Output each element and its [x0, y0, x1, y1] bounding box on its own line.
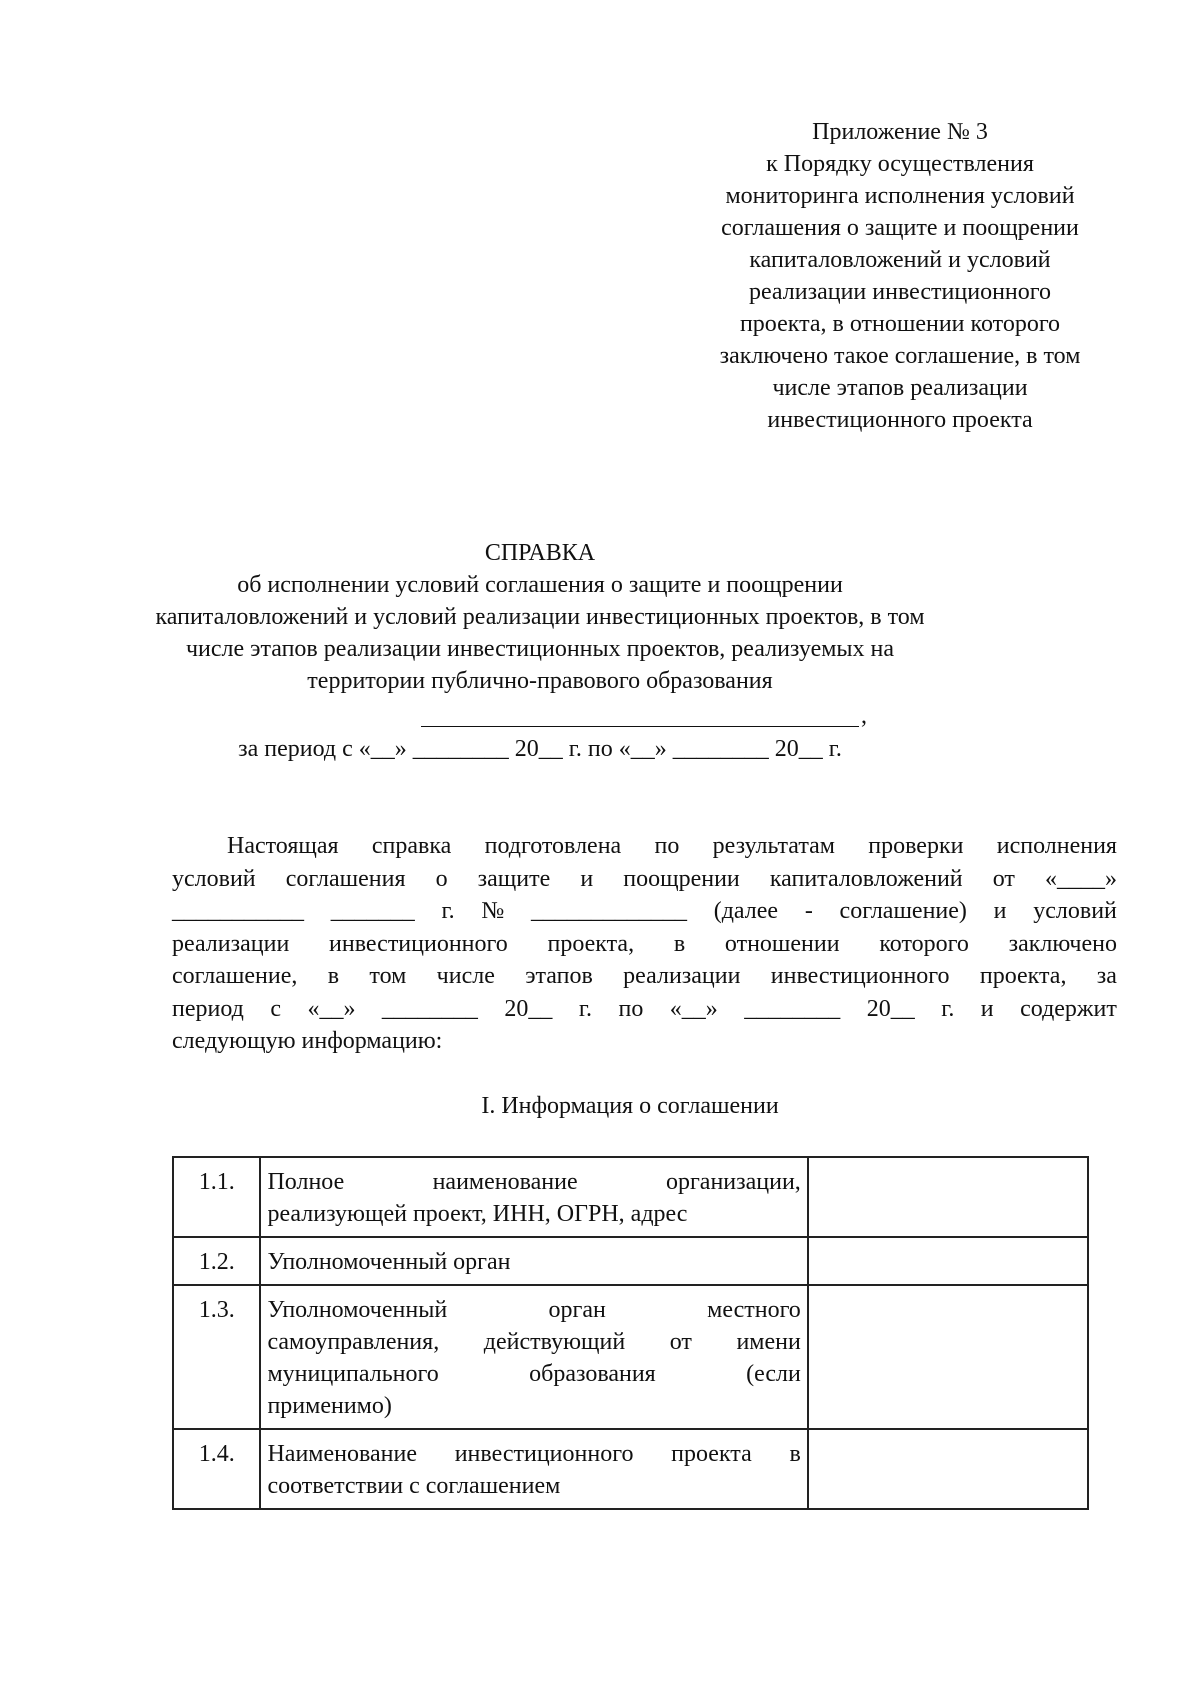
paragraph-word: за	[1096, 963, 1117, 989]
table-row	[173, 1285, 1088, 1429]
report-period: за период с «__» ________ 20__ г. по «__» ________ 20__ г.	[238, 736, 842, 762]
table-row	[173, 1157, 1088, 1237]
paragraph-word: следующую информацию:	[172, 1028, 443, 1054]
body-paragraph	[172, 830, 1117, 1058]
label-word: от	[669, 1329, 692, 1355]
label-word: Уполномоченный орган	[267, 1249, 511, 1275]
label-line	[267, 1326, 800, 1358]
document-title	[140, 537, 940, 697]
label-line	[267, 1246, 800, 1278]
paragraph-word: числе	[436, 963, 495, 989]
label-line	[267, 1390, 800, 1422]
title-heading: СПРАВКА	[484, 540, 596, 566]
paragraph-line	[172, 830, 1117, 863]
paragraph-word: по	[654, 833, 680, 859]
paragraph-word: проекта,	[547, 930, 635, 957]
paragraph-word: исполнения	[996, 833, 1117, 859]
paragraph-word: с	[270, 995, 281, 1022]
label-word: соответствии с соглашением	[267, 1473, 561, 1499]
paragraph-word: и	[580, 865, 594, 892]
label-word: наименование	[432, 1169, 578, 1195]
paragraph-word: ________	[381, 995, 478, 1022]
row-label	[260, 1237, 807, 1285]
title-line: числе этапов реализации инвестиционных проектов, реализуемых на	[185, 636, 895, 662]
paragraph-word: 20__	[504, 995, 553, 1022]
table-row	[173, 1429, 1088, 1509]
paragraph-word: инвестиционного	[329, 930, 508, 957]
label-line	[267, 1294, 800, 1326]
paragraph-word: г.	[441, 898, 455, 924]
label-line	[267, 1438, 800, 1470]
label-word: Уполномоченный	[267, 1297, 448, 1323]
paragraph-word: этапов	[525, 963, 593, 989]
appendix-line: реализации инвестиционного	[748, 279, 1052, 305]
title-line: капиталовложений и условий реализации инвестиционных проектов, в том	[155, 604, 925, 630]
paragraph-word: реализации	[623, 963, 741, 989]
paragraph-word: 20__	[866, 995, 915, 1022]
paragraph-word: справка	[371, 833, 452, 859]
appendix-line: инвестиционного проекта	[767, 407, 1033, 433]
title-line: об исполнении условий соглашения о защите и поощрении	[237, 572, 843, 598]
paragraph-word: условий	[172, 865, 256, 892]
appendix-line: числе этапов реализации	[772, 375, 1028, 401]
paragraph-word: и	[993, 898, 1007, 924]
appendix-line: мониторинга исполнения условий	[725, 183, 1075, 209]
label-word: образования	[529, 1361, 656, 1387]
paragraph-word: заключено	[1008, 930, 1117, 957]
appendix-line: к Порядку осуществления	[766, 151, 1034, 177]
label-word: реализующей проект, ИНН, ОГРН, адрес	[267, 1201, 688, 1227]
paragraph-line	[172, 928, 1117, 961]
appendix-line: проекта, в отношении которого	[739, 311, 1061, 337]
label-word: орган	[548, 1297, 606, 1323]
paragraph-word: том	[369, 963, 407, 989]
label-word: в	[789, 1441, 801, 1467]
paragraph-word: в	[673, 930, 686, 957]
label-word: инвестиционного	[454, 1441, 634, 1467]
paragraph-line	[172, 1025, 1117, 1058]
paragraph-word: соглашение,	[172, 963, 298, 989]
entity-name-blank	[421, 726, 859, 727]
paragraph-word: г.	[941, 995, 955, 1022]
appendix-line: заключено такое соглашение, в том	[719, 343, 1081, 369]
row-value[interactable]	[808, 1285, 1088, 1429]
paragraph-word: соглашение)	[839, 898, 967, 924]
row-number: 1.4.	[173, 1429, 260, 1509]
title-line: территории публично-правового образования	[307, 668, 773, 694]
label-word: местного	[707, 1297, 801, 1323]
paragraph-word: и	[980, 995, 994, 1022]
paragraph-word: капиталовложений	[769, 865, 963, 892]
paragraph-line	[172, 960, 1117, 993]
agreement-info-table	[172, 1156, 1089, 1510]
label-word: Наименование	[267, 1441, 417, 1467]
paragraph-word: содержит	[1020, 995, 1117, 1022]
section-title: I. Информация о соглашении	[481, 1093, 779, 1119]
paragraph-word: условий	[1033, 898, 1117, 924]
paragraph-word: отношении	[724, 930, 840, 957]
paragraph-word: защите	[477, 865, 551, 892]
label-word: применимо)	[267, 1393, 392, 1419]
table-row	[173, 1237, 1088, 1285]
label-line	[267, 1470, 800, 1502]
row-label	[260, 1157, 807, 1237]
paragraph-line	[172, 895, 1117, 928]
paragraph-word: проверки	[868, 833, 964, 859]
row-value[interactable]	[808, 1429, 1088, 1509]
paragraph-word: реализации	[172, 930, 290, 957]
paragraph-word: инвестиционного	[770, 963, 950, 989]
row-number: 1.3.	[173, 1285, 260, 1429]
paragraph-word: «__»	[307, 995, 356, 1022]
paragraph-word: поощрении	[623, 865, 740, 892]
paragraph-word: результатам	[712, 833, 835, 859]
appendix-header	[680, 116, 1120, 436]
paragraph-word: подготовлена	[484, 833, 622, 859]
label-line	[267, 1198, 800, 1230]
paragraph-word: проекта,	[979, 963, 1067, 989]
row-value[interactable]	[808, 1237, 1088, 1285]
paragraph-word: «____»	[1044, 865, 1117, 892]
paragraph-word: по	[618, 995, 644, 1022]
label-word: самоуправления,	[267, 1329, 440, 1355]
paragraph-word: которого	[879, 930, 969, 957]
paragraph-word: _______	[330, 898, 415, 924]
appendix-line: капиталовложений и условий	[749, 247, 1051, 273]
paragraph-word: в	[327, 963, 340, 989]
paragraph-word: от	[992, 865, 1015, 892]
label-word: имени	[736, 1329, 801, 1355]
label-word: (если	[746, 1361, 801, 1387]
paragraph-word: г.	[578, 995, 592, 1022]
label-word: Полное	[267, 1169, 345, 1195]
paragraph-line	[172, 993, 1117, 1026]
paragraph-word: период	[172, 995, 244, 1022]
label-line	[267, 1358, 800, 1390]
paragraph-line	[172, 863, 1117, 896]
label-line	[267, 1166, 800, 1198]
paragraph-word: соглашения	[285, 865, 406, 892]
row-number: 1.2.	[173, 1237, 260, 1285]
row-label	[260, 1285, 807, 1429]
row-number: 1.1.	[173, 1157, 260, 1237]
label-word: проекта	[671, 1441, 752, 1467]
label-word: муниципального	[267, 1361, 439, 1387]
label-word: организации,	[665, 1169, 801, 1195]
appendix-line: соглашения о защите и поощрении	[721, 215, 1079, 241]
row-label	[260, 1429, 807, 1509]
label-word: действующий	[483, 1329, 626, 1355]
paragraph-word: Настоящая	[227, 833, 339, 859]
row-value[interactable]	[808, 1157, 1088, 1237]
paragraph-word: ___________	[172, 898, 304, 924]
paragraph-word: ________	[744, 995, 841, 1022]
paragraph-word: (далее	[713, 898, 779, 924]
paragraph-word: -	[804, 898, 813, 924]
appendix-line: Приложение № 3	[812, 119, 988, 145]
paragraph-word: о	[435, 865, 448, 892]
entity-name-comma: ,	[861, 703, 867, 729]
paragraph-word: «__»	[669, 995, 718, 1022]
paragraph-word: №	[481, 898, 505, 924]
paragraph-word: _____________	[530, 898, 687, 924]
